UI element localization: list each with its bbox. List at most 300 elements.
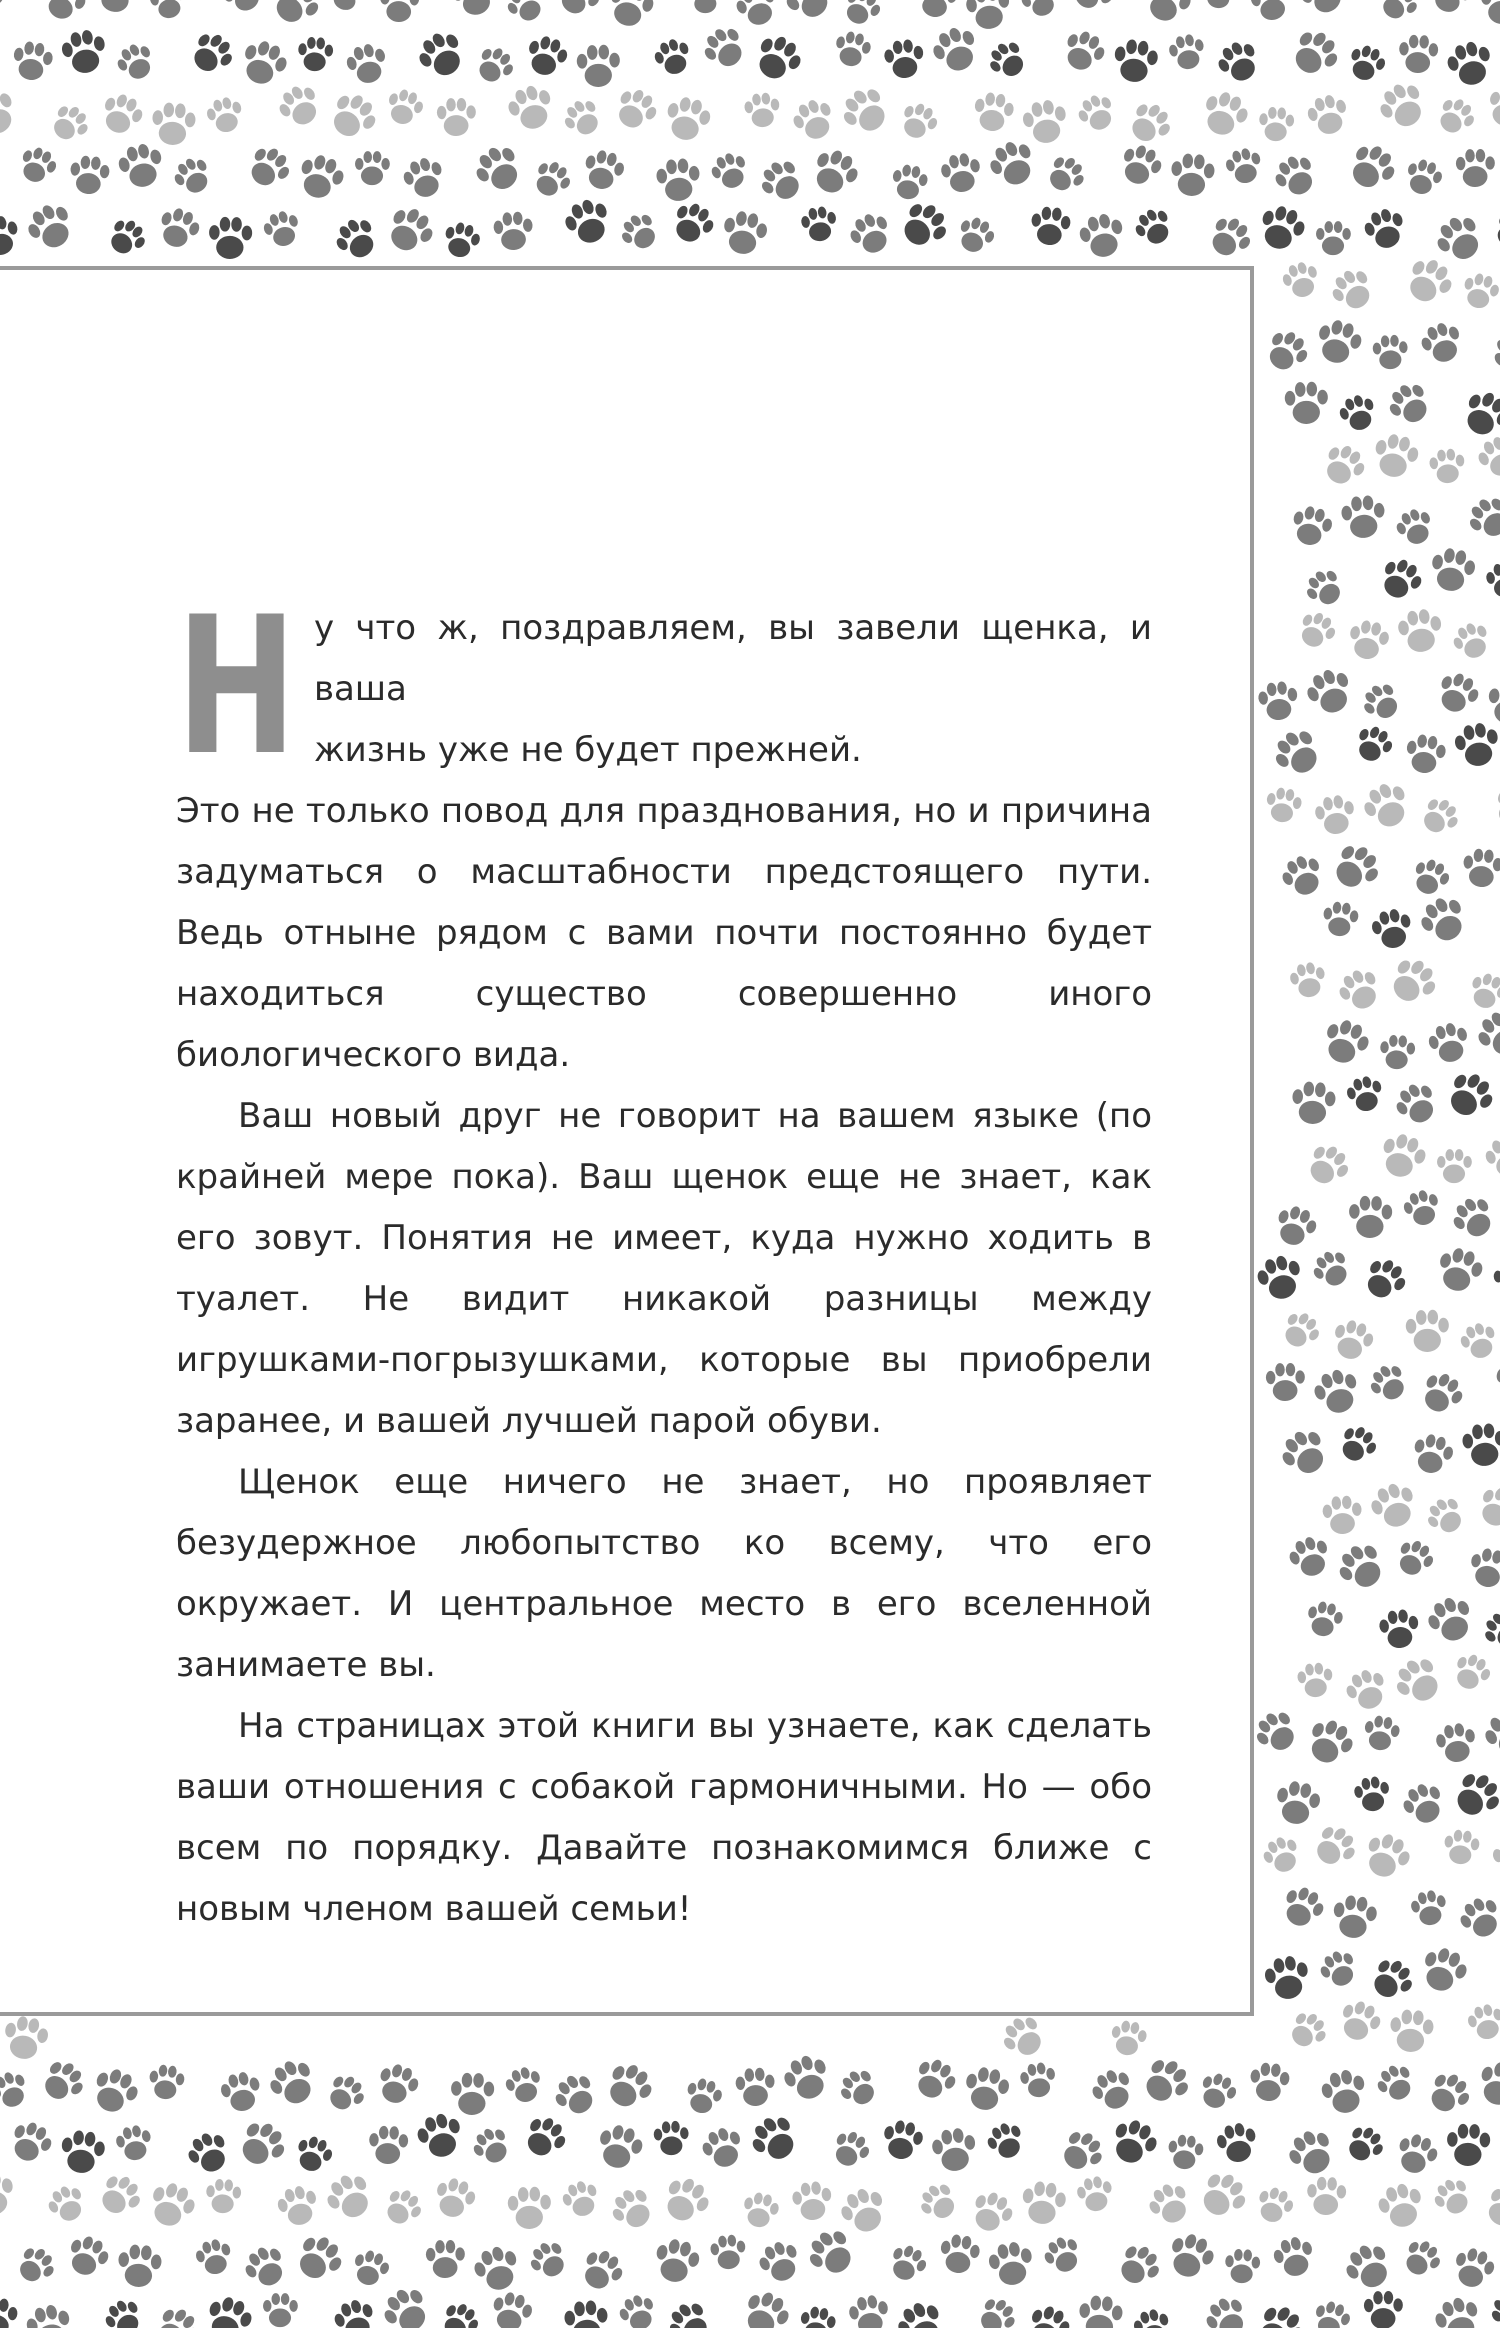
paw-print-icon xyxy=(0,2296,19,2328)
paw-print-icon xyxy=(972,91,1016,134)
paw-print-icon xyxy=(1317,439,1370,492)
paw-print-icon xyxy=(1349,1196,1393,1239)
paw-print-icon xyxy=(657,2171,716,2229)
paw-print-icon xyxy=(1284,381,1328,424)
paw-print-icon xyxy=(1197,87,1253,142)
paw-print-icon xyxy=(1312,316,1365,368)
paw-print-icon xyxy=(1283,2124,1342,2182)
paw-print-icon xyxy=(1166,2133,1204,2170)
paw-print-icon xyxy=(1417,318,1467,368)
paw-print-icon xyxy=(507,2186,551,2229)
paw-print-icon xyxy=(1143,2178,1196,2231)
paw-print-icon xyxy=(1285,1532,1335,1582)
paw-print-icon xyxy=(1352,1775,1392,1814)
paw-print-icon xyxy=(59,27,109,76)
paw-print-icon xyxy=(1484,561,1500,600)
paw-print-icon xyxy=(836,81,896,141)
paw-print-icon xyxy=(289,2229,349,2288)
paw-print-icon xyxy=(1223,145,1265,187)
paw-print-icon xyxy=(1130,203,1178,250)
paw-print-icon xyxy=(294,150,348,204)
paw-print-icon xyxy=(1437,1149,1472,1183)
paw-print-icon xyxy=(1293,607,1340,654)
paw-print-icon xyxy=(1140,0,1197,28)
paw-print-icon xyxy=(1109,2019,1149,2058)
paw-print-icon xyxy=(964,0,1012,32)
paw-print-icon xyxy=(1318,2066,1370,2117)
paw-print-icon xyxy=(707,148,753,193)
paw-print-icon xyxy=(1076,210,1128,261)
paw-print-icon xyxy=(1462,491,1500,545)
paw-print-icon xyxy=(523,32,571,80)
paw-print-icon xyxy=(655,157,702,203)
paw-print-icon xyxy=(379,2184,427,2232)
paw-print-icon xyxy=(330,212,384,266)
paw-print-icon xyxy=(1018,2061,1058,2100)
paw-print-icon xyxy=(1383,952,1443,1012)
paw-print-icon xyxy=(709,2233,747,2270)
paw-print-icon xyxy=(103,213,151,261)
paw-print-icon xyxy=(11,40,55,83)
paw-print-icon xyxy=(93,2168,147,2222)
paw-print-icon xyxy=(662,2296,716,2328)
paw-print-icon xyxy=(1389,1651,1449,1711)
paw-print-icon xyxy=(1432,668,1484,719)
paw-print-icon xyxy=(1359,1828,1416,1884)
paw-print-icon xyxy=(560,194,616,249)
paw-print-icon xyxy=(12,2241,61,2290)
paw-print-icon xyxy=(754,154,808,208)
paw-print-icon xyxy=(1310,2298,1354,2328)
paw-print-icon xyxy=(1362,1714,1402,1753)
paw-print-icon xyxy=(1341,2120,1389,2168)
paw-print-icon xyxy=(576,44,620,87)
paw-print-icon xyxy=(440,219,482,261)
paw-print-icon xyxy=(1308,1819,1362,1873)
paw-print-icon xyxy=(1391,1535,1438,1582)
paw-print-icon xyxy=(1273,1779,1323,1828)
paw-print-icon xyxy=(1331,1894,1379,1941)
paw-print-icon xyxy=(1212,36,1265,89)
paw-print-icon xyxy=(150,2302,204,2328)
paw-print-icon xyxy=(1431,2293,1486,2328)
paw-print-icon xyxy=(380,201,439,260)
paw-print-icon xyxy=(1268,723,1328,783)
paw-print-icon xyxy=(1334,1996,1385,2046)
paw-print-icon xyxy=(451,2073,495,2116)
paw-print-icon xyxy=(493,211,535,252)
paw-print-icon xyxy=(1478,1606,1500,1655)
paw-print-icon xyxy=(1260,325,1314,378)
paw-print-icon xyxy=(169,152,217,199)
paw-print-icon xyxy=(1266,1363,1306,1402)
paw-print-icon xyxy=(740,2190,781,2231)
paw-print-icon xyxy=(218,2069,264,2115)
paw-print-icon xyxy=(93,0,141,14)
paw-print-icon xyxy=(468,2122,516,2170)
paw-print-icon xyxy=(1358,777,1416,835)
paw-print-icon xyxy=(154,204,204,253)
paw-print-icon xyxy=(383,86,427,129)
paw-print-icon xyxy=(651,35,696,79)
paw-print-icon xyxy=(1484,83,1500,131)
paw-print-icon xyxy=(100,2294,148,2328)
paw-print-icon xyxy=(1248,0,1294,24)
paw-print-icon xyxy=(43,2181,90,2228)
paw-print-icon xyxy=(1447,2124,1491,2167)
paw-print-icon xyxy=(1432,93,1480,141)
paw-print-icon xyxy=(984,135,1042,193)
paw-print-icon xyxy=(1400,1187,1444,1230)
paw-print-icon xyxy=(232,2115,292,2175)
paw-print-icon xyxy=(1073,90,1120,137)
paw-print-icon xyxy=(1248,2061,1290,2102)
paw-print-icon xyxy=(667,197,719,249)
paw-print-icon xyxy=(148,0,189,21)
paw-print-icon xyxy=(1316,221,1351,255)
paw-print-icon xyxy=(266,0,326,32)
paw-print-icon xyxy=(1456,149,1496,188)
paw-print-icon xyxy=(431,2174,479,2222)
paw-print-icon xyxy=(471,42,519,90)
paw-print-icon xyxy=(1308,1245,1356,1293)
paw-print-icon xyxy=(749,29,808,87)
body-paragraph: Щенок еще ничего не знает, но проявляет безудержное любопытство ко всему, что его окружает. И центральное место в его вселенной занимаете вы. xyxy=(176,1462,1152,1685)
paw-print-icon xyxy=(745,2109,805,2169)
intro-paragraph-text: Это не только повод для празднования, но и причина задуматься о масштабности предстоящего пути. Ведь отныне рядом с вами почти постоянно будет находиться существо совершенно иного биологического вида. xyxy=(176,791,1152,1075)
paw-print-icon xyxy=(504,81,559,135)
paw-print-icon xyxy=(297,36,334,72)
paw-print-icon xyxy=(1042,150,1091,199)
paw-print-icon xyxy=(1112,2238,1166,2292)
paw-print-icon xyxy=(1275,1423,1335,1483)
paw-print-icon xyxy=(1250,2299,1310,2328)
paw-print-icon xyxy=(291,2132,336,2176)
paw-print-icon xyxy=(260,208,304,251)
paw-print-icon xyxy=(615,2290,661,2328)
paw-print-icon xyxy=(62,2231,113,2281)
paw-print-icon xyxy=(1398,34,1438,73)
paw-print-icon xyxy=(1415,891,1474,949)
paw-print-icon xyxy=(1285,24,1345,84)
paw-print-icon xyxy=(528,156,576,203)
paw-print-icon xyxy=(117,2244,163,2289)
paw-print-icon xyxy=(1106,2114,1163,2170)
paw-print-icon xyxy=(236,36,292,91)
paw-print-icon xyxy=(323,87,383,146)
paw-print-icon xyxy=(1315,1946,1362,1993)
paw-print-icon xyxy=(799,205,839,244)
paw-print-icon xyxy=(1489,207,1500,254)
paw-print-icon xyxy=(1372,2059,1420,2106)
paw-print-icon xyxy=(209,217,253,260)
paw-print-icon xyxy=(263,2293,298,2327)
paw-print-icon xyxy=(1087,2064,1139,2116)
body-paragraph: Ваш новый друг не говорит на вашем языке (по крайней мере пока). Ваш щенок еще не знает, как его зовут. Понятия не имеет, куда нужно ходить в туалет. Не видит никакой разницы между игрушками-погрызушками, которые вы приобрели заранее, и вашей лучшей парой обуви. xyxy=(176,1096,1152,1441)
paw-print-icon xyxy=(1329,1316,1377,1364)
paw-print-icon xyxy=(1078,2295,1124,2328)
paw-print-icon xyxy=(1300,564,1349,613)
paw-print-icon xyxy=(827,2126,874,2173)
paw-print-icon xyxy=(606,2182,660,2236)
paw-print-icon xyxy=(331,2296,380,2328)
paw-print-icon xyxy=(1461,1422,1500,1468)
paw-print-icon xyxy=(1017,0,1063,22)
paw-print-icon xyxy=(1450,2244,1498,2292)
paw-print-icon xyxy=(144,2178,200,2233)
paw-print-icon xyxy=(1269,149,1323,202)
paw-print-icon xyxy=(1457,385,1500,443)
paw-print-icon xyxy=(202,2292,256,2328)
paw-print-icon xyxy=(470,2242,525,2296)
paw-print-icon xyxy=(1257,680,1300,722)
paw-print-icon xyxy=(1449,618,1495,664)
paw-print-icon xyxy=(939,151,984,195)
paw-print-icon xyxy=(890,163,930,202)
paw-print-icon xyxy=(0,213,22,259)
paw-print-icon xyxy=(966,2187,1018,2238)
paw-print-icon xyxy=(847,2293,892,2328)
paw-print-icon xyxy=(96,89,147,139)
paw-print-icon xyxy=(1399,252,1458,311)
paw-print-icon xyxy=(1408,855,1454,900)
paw-print-icon xyxy=(743,91,781,128)
dropcap-letter: Н xyxy=(176,576,297,797)
paw-print-icon xyxy=(1333,964,1386,1017)
paw-print-icon xyxy=(274,2182,322,2229)
paw-print-icon xyxy=(838,0,885,31)
paw-print-icon xyxy=(182,2127,235,2180)
paw-print-icon xyxy=(885,2240,931,2286)
paw-print-icon xyxy=(802,2223,862,2283)
paw-print-icon xyxy=(1489,782,1500,832)
paw-print-icon xyxy=(798,2305,838,2328)
paw-print-icon xyxy=(983,2118,1029,2164)
paw-print-icon xyxy=(1334,1421,1382,1468)
paw-print-icon xyxy=(1304,91,1352,138)
paw-print-icon xyxy=(1426,0,1476,18)
paw-print-icon xyxy=(1163,2229,1219,2284)
paw-print-icon xyxy=(1454,1892,1500,1945)
paw-print-icon xyxy=(373,2060,423,2109)
paw-print-icon xyxy=(1344,1073,1386,1115)
paw-print-icon xyxy=(239,2240,293,2293)
paw-print-icon xyxy=(1332,1537,1392,1597)
paw-print-icon xyxy=(563,2299,610,2328)
paw-print-icon xyxy=(1296,1661,1334,1698)
paw-print-icon xyxy=(23,2301,75,2328)
paw-print-icon xyxy=(1474,2057,1500,2111)
paw-print-icon xyxy=(1365,1952,1419,2006)
paw-print-icon xyxy=(1467,1546,1500,1591)
paw-print-icon xyxy=(1321,900,1359,937)
paw-print-icon xyxy=(1481,0,1500,24)
paw-print-icon xyxy=(1416,792,1465,841)
paw-print-icon xyxy=(549,2068,603,2122)
paw-print-icon xyxy=(1428,447,1466,484)
paw-print-icon xyxy=(580,147,627,193)
paw-print-icon xyxy=(1473,431,1500,482)
paw-print-icon xyxy=(1313,793,1358,837)
paw-print-icon xyxy=(1422,2067,1476,2121)
paw-print-icon xyxy=(1358,1253,1412,1306)
paw-print-icon xyxy=(1264,786,1304,825)
paw-print-icon xyxy=(325,0,370,15)
paw-print-icon xyxy=(1167,32,1208,73)
paw-print-icon xyxy=(343,40,391,87)
paw-print-icon xyxy=(87,2063,144,2119)
paw-print-icon xyxy=(1326,263,1380,317)
paw-print-icon xyxy=(1379,1034,1416,1070)
paw-print-icon xyxy=(1020,97,1070,146)
paw-print-icon xyxy=(413,2109,466,2162)
paw-print-icon xyxy=(1288,960,1329,1001)
paw-print-icon xyxy=(205,2178,242,2214)
paw-print-icon xyxy=(1301,1714,1359,1771)
paw-print-icon xyxy=(1336,391,1381,435)
paw-print-icon xyxy=(779,2050,835,2105)
paw-print-icon xyxy=(698,2123,748,2173)
paw-print-icon xyxy=(593,2121,646,2173)
paw-print-icon xyxy=(845,208,897,260)
paw-print-icon xyxy=(242,141,296,195)
paw-print-icon xyxy=(1409,1888,1450,1929)
paw-print-icon xyxy=(1479,2181,1500,2234)
paw-print-icon xyxy=(1366,1478,1422,1533)
paw-print-icon xyxy=(46,99,95,148)
paw-print-icon xyxy=(1383,377,1437,431)
paw-print-icon xyxy=(1301,1139,1355,1193)
paw-print-icon xyxy=(1224,2248,1261,2284)
paw-print-icon xyxy=(204,94,246,136)
paw-print-icon xyxy=(953,213,999,258)
paw-print-icon xyxy=(525,2236,573,2284)
paw-print-icon xyxy=(1258,106,1295,142)
paw-print-icon xyxy=(114,2123,155,2164)
paw-print-icon xyxy=(412,25,471,84)
paw-print-icon xyxy=(1409,1431,1456,1477)
paw-print-icon xyxy=(1344,41,1389,85)
paw-print-icon xyxy=(754,2236,805,2287)
paw-print-icon xyxy=(1374,2179,1427,2232)
paw-print-icon xyxy=(5,2117,57,2168)
paw-print-icon xyxy=(1075,2174,1116,2215)
paw-print-icon xyxy=(1443,37,1496,90)
paw-print-icon xyxy=(502,2064,546,2107)
paw-print-icon xyxy=(349,2247,393,2290)
paw-print-icon xyxy=(1214,2120,1260,2166)
paw-print-icon xyxy=(1361,205,1410,254)
paw-print-icon xyxy=(1392,504,1438,549)
paw-print-icon xyxy=(1491,1359,1500,1410)
paw-print-icon xyxy=(1490,1834,1500,1880)
paw-print-icon xyxy=(1473,1481,1500,1533)
paw-print-icon xyxy=(1486,680,1500,727)
paw-print-icon xyxy=(791,2180,834,2222)
paw-print-icon xyxy=(1288,503,1335,549)
paw-print-icon xyxy=(1252,2183,1297,2227)
paw-print-icon xyxy=(983,36,1032,85)
paw-print-icon xyxy=(687,0,724,14)
paw-print-icon xyxy=(1255,201,1309,255)
paw-print-icon xyxy=(1291,1081,1337,1126)
paw-print-icon xyxy=(1378,1608,1421,1650)
paw-print-icon xyxy=(368,2125,408,2164)
paw-print-icon xyxy=(1170,153,1216,198)
paw-print-icon xyxy=(185,26,239,80)
paw-print-icon xyxy=(896,98,942,144)
paw-print-icon xyxy=(1459,270,1500,312)
paw-print-icon xyxy=(112,39,159,86)
paw-print-icon xyxy=(788,94,839,145)
paw-print-icon xyxy=(1306,2176,1346,2215)
paw-print-icon xyxy=(1271,1202,1321,1251)
paw-print-icon xyxy=(1370,431,1421,482)
paw-print-icon xyxy=(779,0,839,27)
paw-print-icon xyxy=(1115,140,1166,190)
paw-print-icon xyxy=(0,0,13,14)
paw-print-icon xyxy=(1404,733,1448,776)
paw-print-icon xyxy=(1479,1705,1500,1763)
paw-print-icon xyxy=(1304,1599,1345,1640)
paw-print-icon xyxy=(1372,334,1409,370)
paw-print-icon xyxy=(1465,969,1500,1013)
paw-print-icon xyxy=(377,2281,437,2328)
paw-print-icon xyxy=(914,0,959,21)
paw-print-icon xyxy=(1398,2235,1446,2283)
paw-print-icon xyxy=(1029,205,1071,246)
paw-print-icon xyxy=(1112,38,1160,85)
paw-print-icon xyxy=(1318,1015,1374,1070)
paw-print-icon xyxy=(986,2239,1036,2288)
paw-print-icon xyxy=(1279,259,1323,302)
paw-print-icon xyxy=(1493,1262,1500,1298)
paw-print-icon xyxy=(698,21,752,75)
paw-print-icon xyxy=(151,102,197,147)
paw-print-icon xyxy=(880,2118,925,2163)
paw-print-icon xyxy=(962,2065,1012,2114)
paw-print-icon xyxy=(1392,2130,1442,2179)
paw-print-icon xyxy=(437,98,477,137)
paw-print-icon xyxy=(1193,2166,1253,2226)
paw-print-icon xyxy=(1461,847,1500,888)
paw-print-icon xyxy=(68,154,110,195)
paw-print-icon xyxy=(1457,1319,1500,1363)
paw-print-icon xyxy=(1277,1882,1329,1933)
article-body xyxy=(176,576,1152,1940)
paw-print-icon xyxy=(1259,1832,1305,1878)
paw-print-icon xyxy=(1375,0,1423,27)
paw-print-icon xyxy=(1310,1365,1365,1419)
paw-print-icon xyxy=(1020,2180,1068,2227)
body-paragraph: На страницах этой книги вы узнаете, как сделать ваши отношения с собакой гармоничными. Но — обо всем по порядку. Давайте познакомимся ближе с новым членом вашей семьи! xyxy=(176,1706,1152,1929)
paw-print-icon xyxy=(1429,2173,1477,2221)
paw-print-icon xyxy=(39,0,91,26)
paw-print-icon xyxy=(1369,906,1415,952)
paw-print-icon xyxy=(1465,2001,1500,2043)
paw-print-icon xyxy=(1249,1705,1303,1759)
paw-print-icon xyxy=(559,94,607,142)
paw-print-icon xyxy=(1405,1309,1449,1352)
intro-paragraph xyxy=(176,576,1152,1086)
paw-print-icon xyxy=(806,144,864,201)
paw-print-icon xyxy=(400,154,449,203)
paw-print-icon xyxy=(927,22,984,79)
paw-print-icon xyxy=(1447,1191,1500,1245)
paw-print-icon xyxy=(1396,607,1444,655)
paw-print-icon xyxy=(615,208,664,257)
paw-print-icon xyxy=(1364,2291,1404,2328)
